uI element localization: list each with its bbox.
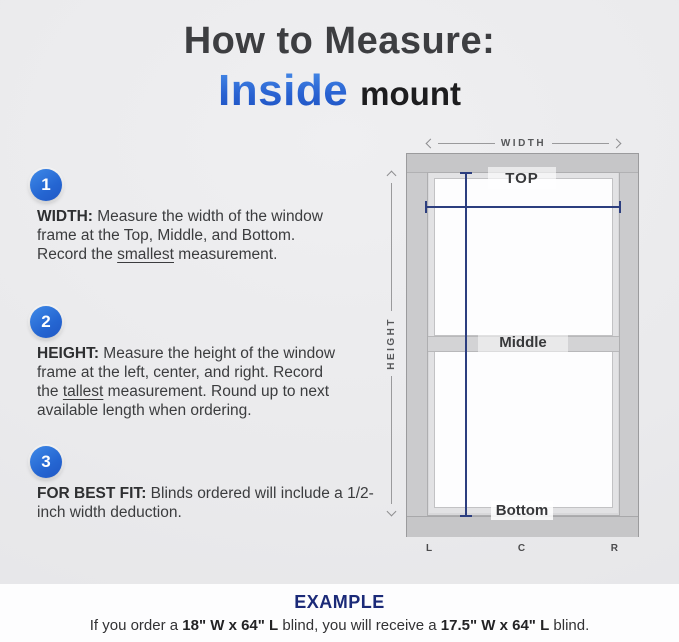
step-2-body: Measure the height of the window frame at the left, center, and right. Record the (37, 345, 336, 400)
step-2-badge: 2 (30, 306, 62, 338)
arrow-right-icon (612, 138, 622, 148)
title-highlight: Inside (218, 65, 349, 115)
example-body (0, 617, 679, 634)
step-3 (30, 446, 398, 522)
dimension-line (438, 143, 495, 144)
measure-cap (619, 201, 621, 213)
bottom-label-text: Bottom (495, 502, 549, 519)
step-2-lead: HEIGHT: (37, 345, 99, 362)
arrow-left-icon (426, 138, 436, 148)
step-2 (30, 306, 342, 420)
step-2-underline: tallest (62, 383, 104, 400)
arrow-up-icon (386, 171, 396, 181)
height-measure-line (465, 172, 467, 517)
step-1-text (37, 207, 342, 264)
measure-cap (425, 201, 427, 213)
step-3-badge: 3 (30, 446, 62, 478)
step-1-tail: measurement. (174, 246, 278, 263)
example-received-size: 17.5" W x 64" L (440, 617, 550, 634)
step-2-tail: measurement. Round up to next available length when ordering. (37, 383, 330, 419)
example-section (0, 584, 679, 642)
left-mark: L (426, 543, 434, 554)
page-title (0, 22, 679, 116)
step-1-badge: 1 (30, 169, 62, 201)
title-suffix: mount (360, 74, 461, 112)
window-upper-pane (434, 178, 613, 336)
bottom-position-label (491, 501, 553, 520)
dimension-line (552, 143, 609, 144)
dimension-line (391, 183, 392, 311)
step-2-text (37, 344, 342, 420)
example-ordered-size: 18" W x 64" L (182, 617, 279, 634)
measure-cap (460, 515, 472, 517)
step-1-body: Measure the width of the window frame at the Top, Middle, and Bottom. Record the (37, 208, 323, 263)
middle-label-text: Middle (499, 334, 547, 351)
step-1-lead: WIDTH: (37, 208, 93, 225)
example-prefix: If you order a (89, 617, 183, 634)
step-3-lead: FOR BEST FIT: (37, 485, 147, 502)
top-label-text: TOP (505, 169, 539, 187)
arrow-down-icon (386, 507, 396, 517)
width-label: WIDTH (500, 137, 547, 149)
window-lower-pane (434, 350, 613, 508)
height-dimension-arrow (384, 172, 398, 515)
height-label: HEIGHT (385, 317, 397, 370)
example-heading: EXAMPLE (294, 592, 385, 612)
lcr-marks (406, 543, 639, 554)
right-mark: R (610, 543, 619, 554)
step-3-text (37, 484, 398, 522)
measure-cap (460, 172, 472, 174)
width-measure-line (425, 206, 621, 208)
step-3-body: Blinds ordered will include a 1/2-inch width deduction. (37, 485, 374, 521)
step-1 (30, 169, 342, 264)
title-line2 (0, 66, 679, 116)
dimension-line (391, 376, 392, 504)
step-1-underline: smallest (117, 246, 174, 263)
example-suffix: blind. (549, 617, 590, 634)
example-middle: blind, you will receive a (278, 617, 441, 634)
middle-position-label (478, 333, 568, 352)
top-position-label (488, 167, 556, 189)
title-prefix: How to Measure: (183, 20, 496, 62)
center-mark: C (517, 543, 527, 554)
width-dimension-arrow (427, 136, 620, 150)
